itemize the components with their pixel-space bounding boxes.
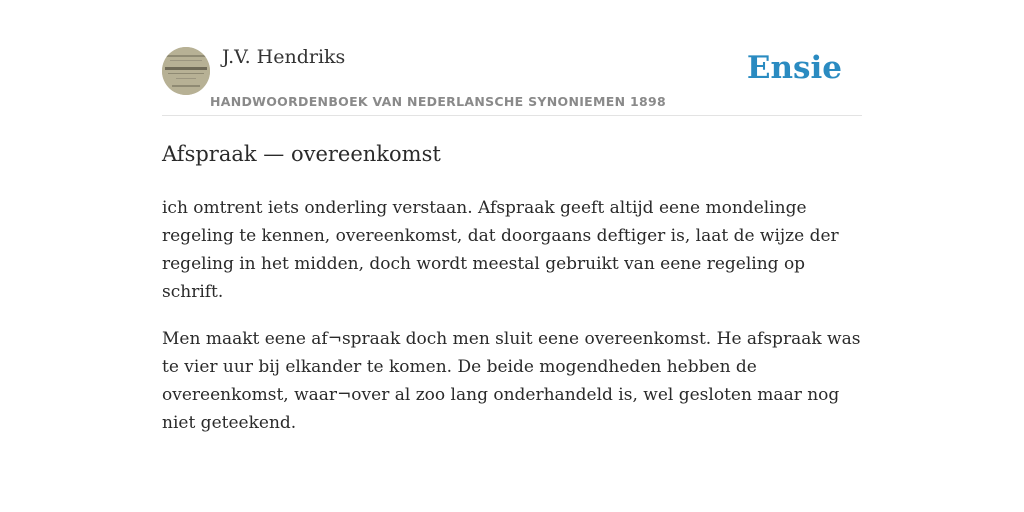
article-paragraph: Men maakt eene af¬spraak doch men sluit eene overeenkomst. He afspraak was te vier uur bij elkander te komen. De beide mogendheden hebben de overeenkomst, waar¬over al zoo lang onderhandeld is, wel gesloten maar nog niet geteekend. — [162, 329, 861, 433]
book-cover-icon — [162, 47, 210, 95]
article-paragraph: ich omtrent iets onderling verstaan. Afspraak geeft altijd eene mondelinge regeling te kennen, overeenkomst, dat doorgaans deftiger is, laat de wijze der regeling in het midden, doch wordt meestal gebruikt van eene regeling op schrift. — [162, 198, 839, 302]
article — [162, 138, 864, 456]
author-name[interactable]: J.V. Hendriks — [222, 46, 346, 68]
article-title: Afspraak — overeenkomst — [162, 142, 441, 166]
source-title[interactable]: HANDWOORDENBOEK VAN NEDERLANSCHE SYNONIEMEN 1898 — [210, 94, 667, 109]
book-cover-avatar[interactable] — [162, 47, 210, 95]
site-logo[interactable]: Ensie — [746, 50, 842, 86]
header — [162, 0, 862, 116]
